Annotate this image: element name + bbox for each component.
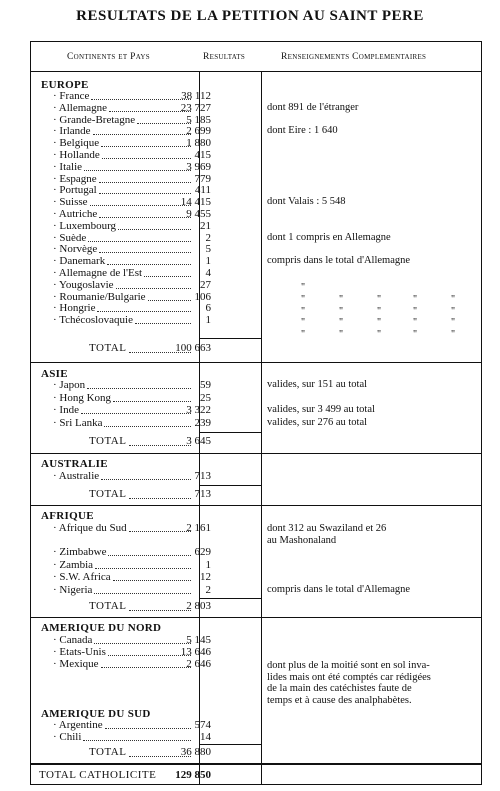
table-row [31, 114, 481, 126]
country-name: · Hongrie [53, 302, 96, 315]
ditto-mark: " [301, 305, 306, 317]
ditto-mark: " [451, 329, 456, 341]
dot-leader [88, 232, 191, 242]
dot-leader [148, 291, 191, 301]
table-row [31, 379, 481, 391]
dot-leader [105, 719, 191, 729]
table-row [31, 646, 481, 658]
table-row [31, 208, 481, 220]
dot-leader [144, 267, 191, 277]
section-amerique-sud: AMERIQUE DU SUD [41, 708, 151, 720]
header-continents: Continents et Pays [67, 52, 150, 62]
total-row-europe: TOTAL 100 663 [89, 342, 211, 354]
country-name: · Roumanie/Bulgarie [53, 290, 146, 303]
section-divider [31, 505, 481, 506]
country-name: · Irlande [53, 125, 91, 138]
country-result: 59 [200, 379, 211, 391]
ditto-mark: " [451, 305, 456, 317]
note-afrique-du-sud: dont 312 au Swaziland et 26 au Mashonaland [267, 523, 387, 546]
country-result: 1 [205, 558, 211, 571]
total-row-afrique: TOTAL 2 803 [89, 600, 211, 612]
country-name: · Japon [53, 379, 86, 391]
country-name: · Portugal [53, 184, 97, 197]
country-result: 574 [194, 719, 211, 731]
country-result: 2 646 [186, 658, 211, 670]
section-amerique-nord: AMERIQUE DU NORD [41, 622, 162, 634]
header-renseignements: Renseignements Complementaires [281, 52, 427, 62]
header-rule [31, 71, 481, 72]
table-row [31, 184, 481, 196]
country-result: 3 969 [186, 160, 211, 173]
country-note: dont 891 de l'étranger [267, 101, 359, 113]
country-result: 239 [194, 416, 211, 429]
country-note: valides, sur 151 au total [267, 379, 368, 390]
country-name: · Belgique [53, 137, 100, 150]
ditto-mark: " [451, 317, 456, 329]
country-name: · Norvège [53, 243, 98, 256]
subtotal-rule [199, 598, 261, 599]
country-result: 2 699 [186, 125, 211, 138]
country-name: · Suède [53, 231, 87, 244]
country-result: 1 [205, 255, 211, 268]
ditto-mark: " [413, 329, 418, 341]
ditto-mark: " [413, 317, 418, 329]
ditto-mark: " [377, 329, 382, 341]
section-divider [31, 362, 481, 363]
country-name: · Tchécoslovaquie [53, 314, 133, 327]
subtotal-rule [199, 485, 261, 486]
ditto-mark: " [377, 305, 382, 317]
ditto-mark: " [301, 317, 306, 329]
table-row [31, 137, 481, 149]
dot-leader [95, 559, 191, 569]
dot-leader [93, 125, 191, 135]
country-result: 2 [205, 583, 211, 596]
country-result: 2 [205, 231, 211, 244]
country-note: dont 1 compris en Allemagne [267, 231, 391, 243]
table-row [31, 584, 481, 596]
ditto-mark: " [377, 317, 382, 329]
country-result: 13 646 [180, 646, 211, 658]
country-name: · Zimbabwe [53, 546, 107, 558]
country-result: 415 [194, 149, 211, 161]
country-result: 629 [194, 546, 211, 558]
country-result: 5 185 [186, 113, 211, 126]
dot-leader [99, 208, 191, 218]
dot-leader [99, 184, 191, 194]
dot-leader [113, 392, 191, 402]
country-note: dont Eire : 1 640 [267, 125, 338, 137]
section-asie: ASIE [41, 368, 68, 380]
page-title: RESULTATS DE LA PETITION AU SAINT PERE [76, 8, 424, 24]
table-row [31, 522, 481, 534]
dot-leader [99, 243, 191, 253]
country-name: · Hollande [53, 149, 100, 161]
country-name: · Danemark [53, 255, 106, 268]
country-name: · Etats-Unis [53, 646, 106, 658]
table-row [31, 559, 481, 571]
ditto-mark: " [301, 282, 306, 293]
dot-leader [108, 646, 191, 656]
dot-leader [84, 161, 191, 171]
ditto-mark: " [377, 293, 382, 305]
country-result: 12 [200, 571, 211, 583]
table-row [31, 255, 481, 267]
country-name: · France [53, 90, 90, 102]
country-result: 411 [194, 184, 211, 197]
table-row [31, 161, 481, 173]
country-note: compris dans le total d'Allemagne [267, 255, 411, 267]
subtotal-rule [199, 744, 261, 745]
dot-leader [101, 658, 191, 668]
table-row [31, 634, 481, 646]
dot-leader [94, 584, 191, 594]
section-divider [31, 617, 481, 618]
country-name: · Canada [53, 634, 93, 646]
table-row [31, 470, 481, 482]
dot-leader [99, 173, 191, 183]
country-note: dont Valais : 5 548 [267, 196, 346, 208]
table-row [31, 243, 481, 255]
country-name: · Hong Kong [53, 391, 112, 404]
country-result: 23 727 [180, 101, 211, 114]
dot-leader [108, 546, 191, 556]
country-name: · Allemagne de l'Est [53, 267, 143, 279]
country-result: 25 [200, 391, 211, 404]
country-name: · Italie [53, 160, 83, 173]
table-row [31, 232, 481, 244]
table-row [31, 719, 481, 731]
subtotal-rule [199, 338, 261, 339]
table-row [31, 102, 481, 114]
country-result: 5 [205, 243, 211, 256]
table-row [31, 571, 481, 583]
dot-leader [83, 731, 191, 741]
ditto-mark: " [413, 293, 418, 305]
country-name: · Espagne [53, 172, 97, 185]
country-name: · Grande-Bretagne [53, 113, 136, 126]
country-name: · Australie [53, 470, 100, 482]
country-name: · Luxembourg [53, 219, 117, 232]
country-name: · S.W. Africa [53, 571, 111, 583]
country-result: 38 112 [181, 90, 211, 102]
dot-leader [113, 571, 191, 581]
country-name: · Zambia [53, 558, 94, 571]
dot-leader [135, 314, 191, 324]
dot-leader [91, 90, 191, 100]
dot-leader [101, 470, 191, 480]
country-result: 14 415 [180, 196, 211, 209]
country-result: 4 [205, 267, 211, 279]
total-row-asie: TOTAL 3 645 [89, 435, 211, 447]
country-result: 27 [200, 278, 211, 291]
country-result: 1 880 [186, 137, 211, 150]
dot-leader [109, 102, 191, 112]
country-name: · Allemagne [53, 101, 108, 114]
dot-leader [137, 114, 191, 124]
country-note: compris dans le total d'Allemagne [267, 583, 411, 595]
table-row [31, 196, 481, 208]
country-name: · Yougoslavie [53, 278, 114, 291]
dot-leader [94, 634, 191, 644]
dot-leader [104, 417, 191, 427]
table-row [31, 404, 481, 416]
table-row [31, 220, 481, 232]
country-name: · Sri Lanka [53, 416, 103, 429]
country-result: 5 145 [186, 634, 211, 646]
table-row [31, 173, 481, 185]
ditto-mark: " [339, 293, 344, 305]
dot-leader [101, 137, 191, 147]
country-result: 2 161 [186, 522, 211, 534]
country-result: 1 [205, 314, 211, 327]
results-table [30, 41, 482, 785]
country-name: · Mexique [53, 658, 99, 670]
grand-total-label: TOTAL CATHOLICITE [39, 769, 157, 781]
section-europe: EUROPE [41, 79, 89, 91]
table-row [31, 279, 481, 291]
table-row [31, 267, 481, 279]
subtotal-rule [199, 432, 261, 433]
table-row [31, 731, 481, 743]
country-name: · Autriche [53, 208, 98, 220]
ditto-mark: " [301, 293, 306, 305]
table-row [31, 90, 481, 102]
country-result: 779 [194, 172, 211, 185]
ditto-mark: " [339, 305, 344, 317]
table-row [31, 149, 481, 161]
country-name: · Suisse [53, 196, 88, 209]
dot-leader [90, 196, 191, 206]
note-mexique: dont plus de la moitié sont en sol inva- lides mais ont été comptés car rédigées de la main des catéchistes faute de temps et à cause des analphabètes. [267, 660, 431, 706]
country-result: 21 [200, 219, 211, 232]
section-afrique: AFRIQUE [41, 510, 94, 522]
dot-leader [129, 522, 191, 532]
ditto-mark: " [339, 317, 344, 329]
ditto-mark: " [339, 329, 344, 341]
table-row [31, 392, 481, 404]
country-result: 9 455 [186, 208, 211, 220]
dot-leader [97, 302, 191, 312]
table-row [31, 546, 481, 558]
dot-leader [87, 379, 191, 389]
total-row-australie: TOTAL 713 [89, 488, 211, 500]
grand-total-row [31, 769, 481, 783]
table-row [31, 417, 481, 429]
ditto-mark: " [451, 293, 456, 305]
country-note: valides, sur 3 499 au total [267, 404, 375, 415]
country-note: valides, sur 276 au total [267, 416, 368, 428]
grand-total-value: 129 850 [175, 769, 211, 781]
country-result: 3 322 [186, 404, 211, 416]
ditto-mark: " [413, 305, 418, 317]
country-result: 14 [200, 731, 211, 743]
ditto-mark: " [301, 329, 306, 341]
section-australie: AUSTRALIE [41, 458, 108, 470]
dot-leader [102, 149, 191, 159]
table-row [31, 125, 481, 137]
dot-leader [116, 279, 191, 289]
dot-leader [118, 220, 191, 230]
country-name: · Nigeria [53, 583, 93, 596]
country-name: · Inde [53, 404, 79, 416]
country-result: 6 [205, 302, 211, 315]
country-name: · Chili [53, 731, 82, 743]
country-name: · Afrique du Sud [53, 522, 127, 534]
grand-total-rule [31, 763, 481, 765]
dot-leader [107, 255, 191, 265]
section-divider [31, 453, 481, 454]
country-result: 713 [194, 470, 211, 482]
total-row-ameriques: TOTAL 36 880 [89, 746, 211, 758]
country-name: · Argentine [53, 719, 103, 731]
header-resultats: Resultats [203, 52, 246, 62]
country-result: 106 [194, 290, 211, 303]
dot-leader [81, 404, 191, 414]
